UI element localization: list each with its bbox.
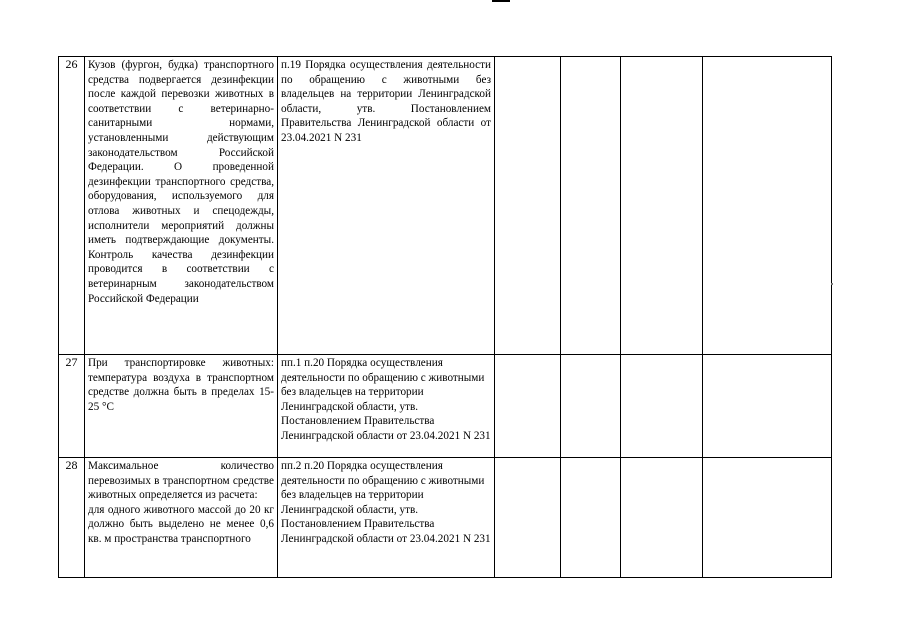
answer-cell-na [621,458,703,578]
answer-cell-no [561,57,621,355]
row-number: 26 [59,57,85,355]
page-number-mark [492,0,510,2]
row-number: 28 [59,458,85,578]
table-row [59,458,832,578]
reference-text: пп.1 п.20 Порядка осуществления деятельности по обращению с животными без владельцев на территории Ленинградской области, утв. Постановлением Правительства Ленинградской области от 23.04.2021 N 231 [281,357,491,442]
reference-cell [278,355,495,458]
requirement-text: При транспортировке животных: температура воздуха в транспортном средстве должна быть в пределах 15-25 °С [88,357,274,413]
answer-cell-yes [495,355,561,458]
reference-text: п.19 Порядка осуществления деятельности по обращению с животными без владельцев на территории Ленинградской области, утв. Постановлением Правительства Ленинградской области от 23.04.2021 N 231 [281,59,491,144]
table-row [59,355,832,458]
answer-cell-yes [495,57,561,355]
reference-cell [278,458,495,578]
table-row [59,57,832,355]
answer-cell-no [561,355,621,458]
notes-cell [703,458,832,578]
answer-cell-na [621,57,703,355]
requirement-text: Кузов (фургон, будка) транспортного средства подвергается дезинфекции после каждой перевозки животных в соответствии с ветеринарно-санитарными нормами, установленными действующим законодательством Российской Федерации. О проведенной дезинфекции транспортного средства, оборудования, используемого для отлова животных и спецодежды, исполнители мероприятий должны иметь подтверждающие документы. Контроль качества дезинфекции проводится в соответствии с ветеринарным законодательством Российской Федерации [88,59,274,305]
requirement-text: Максимальное количество перевозимых в транспортном средстве животных определяется из расчета: для одного животного массой до 20 кг должно быть выделено не менее 0,6 кв. м пространства транспортного [88,460,274,545]
answer-cell-no [561,458,621,578]
requirement-cell [85,458,278,578]
requirement-cell [85,57,278,355]
notes-cell [703,355,832,458]
answer-cell-na [621,355,703,458]
row-number: 27 [59,355,85,458]
scan-artifact [831,283,833,285]
reference-cell [278,57,495,355]
requirement-cell [85,355,278,458]
notes-cell [703,57,832,355]
answer-cell-yes [495,458,561,578]
reference-text: пп.2 п.20 Порядка осуществления деятельности по обращению с животными без владельцев на территории Ленинградской области, утв. Постановлением Правительства Ленинградской области от 23.04.2021 N 231 [281,460,491,545]
inspection-checklist-table [58,56,832,578]
